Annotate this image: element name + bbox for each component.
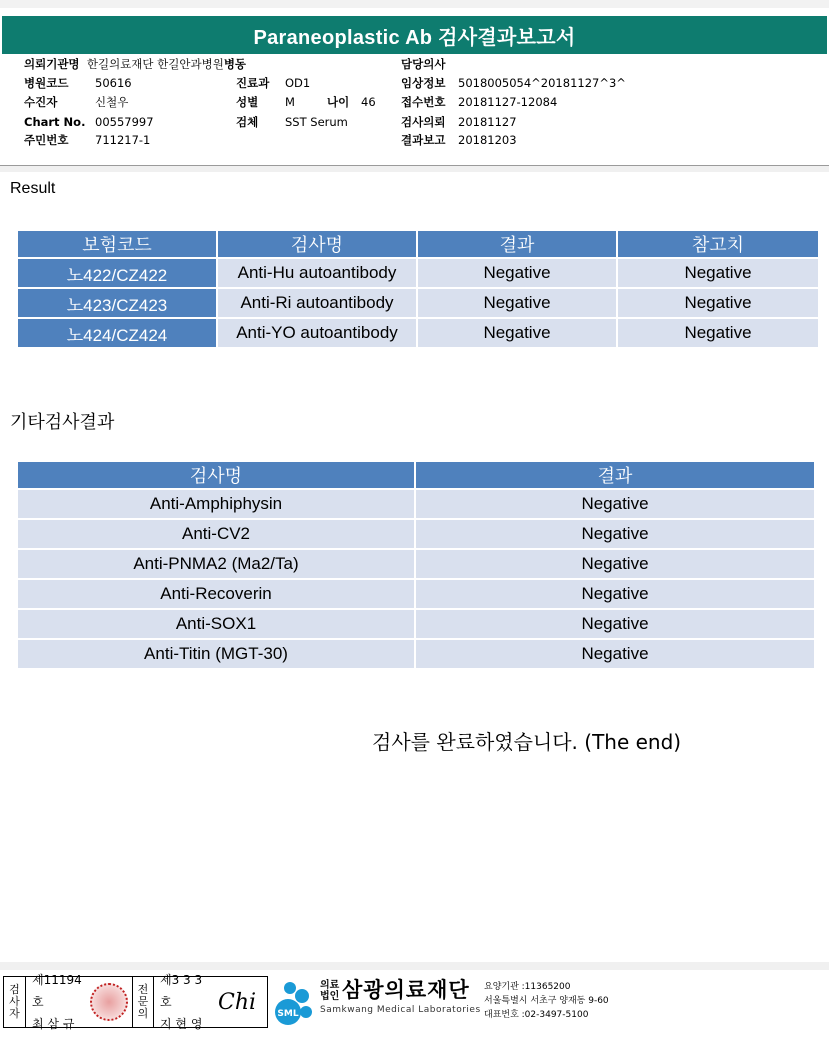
other-table-header [18, 462, 814, 488]
sex-label: 성별 [236, 95, 259, 109]
receipt-no-value: 20181127-12084 [458, 95, 558, 109]
end-message: 검사를 완료하였습니다. (The end) [372, 730, 682, 754]
reference-cell: Negative [618, 259, 818, 287]
test-name-cell: Anti-YO autoantibody [218, 319, 416, 347]
org-prefix: 의료 법인 [320, 980, 340, 1002]
insurance-code-cell: 노424/CZ424 [18, 319, 216, 347]
table-row [18, 319, 818, 347]
table-row [18, 580, 814, 608]
request-date-label: 검사의뢰 [401, 115, 446, 129]
examiner-seal-icon [90, 983, 128, 1021]
specimen-label: 검체 [236, 115, 259, 129]
doctor-label: 담당의사 [401, 57, 446, 71]
table-row [18, 610, 814, 638]
result-table [16, 229, 820, 349]
age-value: 46 [361, 95, 376, 109]
result-cell: Negative [418, 289, 616, 317]
dept-value: OD1 [285, 76, 311, 90]
test-name-cell: Anti-Amphiphysin [18, 490, 414, 518]
chart-no-label: Chart No. [24, 115, 86, 129]
table-row [18, 490, 814, 518]
hospital-code-row: 병원코드 [24, 76, 69, 90]
insurance-code-cell: 노423/CZ423 [18, 289, 216, 317]
specialist-label: 전 문 의 [132, 977, 154, 1027]
result-section-title: Result [10, 180, 56, 197]
examiner-name: 최 삼 규 [32, 1017, 75, 1031]
result-cell: Negative [416, 550, 814, 578]
table-row [18, 289, 818, 317]
table-row [18, 640, 814, 668]
test-name-cell: Anti-PNMA2 (Ma2/Ta) [18, 550, 414, 578]
chart-no-value: 00557997 [95, 115, 154, 129]
org-english-name: Samkwang Medical Laboratories [320, 1005, 481, 1015]
care-institution-no: 요양기관 :11365200 [484, 982, 571, 992]
header-test-name: 검사명 [218, 231, 416, 257]
table-row [18, 520, 814, 548]
org-phone: 대표번호 :02-3497-5100 [484, 1010, 589, 1020]
report-date-value: 20181203 [458, 133, 517, 147]
patient-info-panel [0, 48, 829, 166]
table-row [18, 259, 818, 287]
patient-value: 신철우 [95, 95, 129, 109]
result-cell: Negative [418, 259, 616, 287]
sml-logo-icon [272, 978, 320, 1026]
result-table-header [18, 231, 818, 257]
specialist-info [154, 973, 214, 1031]
test-name-cell: Anti-CV2 [18, 520, 414, 548]
specimen-value: SST Serum [285, 115, 348, 129]
specialist-license-no: 제3 3 3 호 [160, 973, 203, 1009]
specialist-name: 지 현 영 [160, 1017, 203, 1031]
header-result: 결과 [418, 231, 616, 257]
clinical-info-label: 임상정보 [401, 76, 446, 90]
signature-box [3, 973, 268, 1031]
table-row [18, 550, 814, 578]
org-contact-info [484, 980, 609, 1022]
separator [0, 166, 829, 172]
sex-value: M [285, 95, 295, 109]
clinical-info-value: 5018005054^20181127^3^ [458, 76, 626, 90]
result-cell: Negative [416, 580, 814, 608]
institution-row: 의뢰기관명 한길의료재단 한길안과병원병동 [24, 57, 247, 71]
examiner-license-no: 제11194호 [32, 973, 82, 1009]
dept-label: 진료과 [236, 76, 270, 90]
resident-no-label: 주민번호 [24, 133, 69, 147]
header-reference: 참고치 [618, 231, 818, 257]
result-cell: Negative [416, 610, 814, 638]
resident-no-value: 711217-1 [95, 133, 151, 147]
other-results-table [16, 460, 816, 670]
test-name-cell: Anti-Recoverin [18, 580, 414, 608]
result-cell: Negative [416, 640, 814, 668]
test-name-cell: Anti-Ri autoantibody [218, 289, 416, 317]
reference-cell: Negative [618, 319, 818, 347]
test-name-cell: Anti-SOX1 [18, 610, 414, 638]
header-insurance-code: 보험코드 [18, 231, 216, 257]
other-section-title: 기타검사결과 [10, 412, 115, 432]
header-test-name: 검사명 [18, 462, 414, 488]
org-address: 서울특별시 서초구 양재동 9-60 [484, 996, 609, 1006]
request-date-value: 20181127 [458, 115, 517, 129]
insurance-code-cell: 노422/CZ422 [18, 259, 216, 287]
test-name-cell: Anti-Titin (MGT-30) [18, 640, 414, 668]
examiner-label: 검 사 자 [4, 977, 26, 1027]
receipt-no-label: 접수번호 [401, 95, 446, 109]
specialist-signature: Chi [218, 989, 257, 1015]
examiner-info [26, 973, 86, 1031]
org-name: 삼광의료재단 [342, 978, 470, 1002]
logo-text: SML [277, 1009, 299, 1019]
result-cell: Negative [416, 520, 814, 548]
report-title: Paraneoplastic Ab 검사결과보고서 [2, 16, 827, 54]
hospital-code-value: 50616 [95, 76, 132, 90]
reference-cell: Negative [618, 289, 818, 317]
patient-label: 수진자 [24, 95, 58, 109]
report-date-label: 결과보고 [401, 133, 446, 147]
test-name-cell: Anti-Hu autoantibody [218, 259, 416, 287]
header-result: 결과 [416, 462, 814, 488]
title-bar [0, 0, 829, 48]
footer-separator [0, 962, 829, 970]
result-cell: Negative [416, 490, 814, 518]
result-cell: Negative [418, 319, 616, 347]
age-label: 나이 [327, 95, 350, 109]
